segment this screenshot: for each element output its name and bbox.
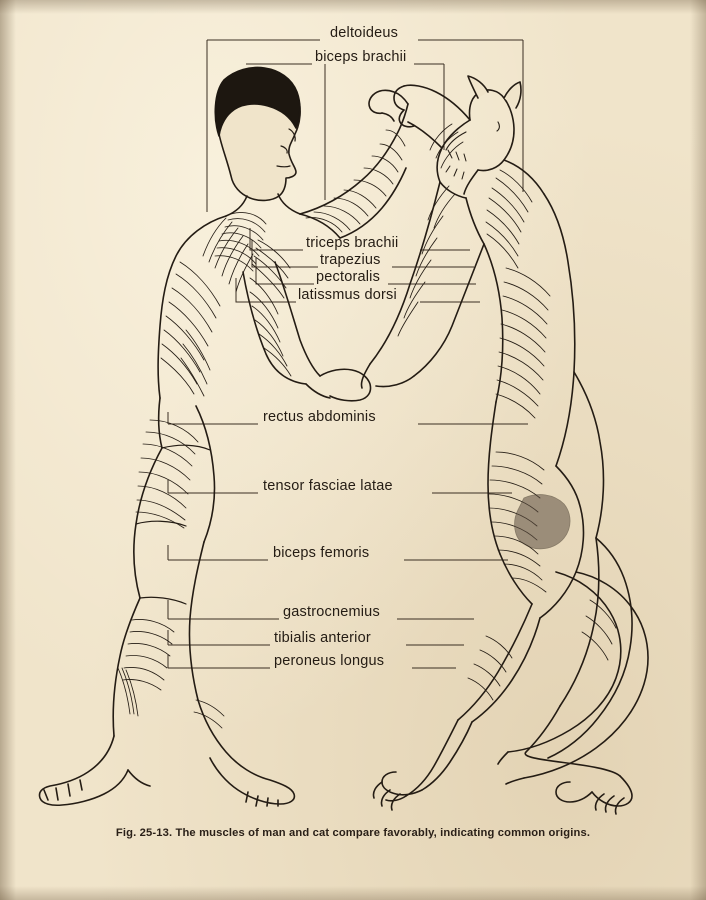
human-figure	[39, 68, 408, 807]
cat-figure	[361, 76, 648, 814]
label-tibialis-anterior: tibialis anterior	[274, 630, 371, 646]
label-pectoralis: pectoralis	[316, 269, 381, 285]
label-triceps-brachii: triceps brachii	[306, 235, 399, 251]
label-tensor-fasciae-latae: tensor fasciae latae	[263, 478, 393, 494]
figure-caption: Fig. 25-13. The muscles of man and cat compare favorably, indicating common origins.	[115, 827, 591, 839]
label-rectus-abdominis: rectus abdominis	[263, 409, 376, 425]
label-biceps-brachii: biceps brachii	[315, 49, 407, 65]
label-gastrocnemius: gastrocnemius	[283, 604, 380, 620]
label-peroneus-longus: peroneus longus	[274, 653, 385, 669]
label-deltoideus: deltoideus	[330, 25, 399, 41]
label-latissimus-dorsi: latissmus dorsi	[298, 287, 397, 303]
label-biceps-femoris: biceps femoris	[273, 545, 370, 561]
label-trapezius: trapezius	[320, 252, 381, 268]
